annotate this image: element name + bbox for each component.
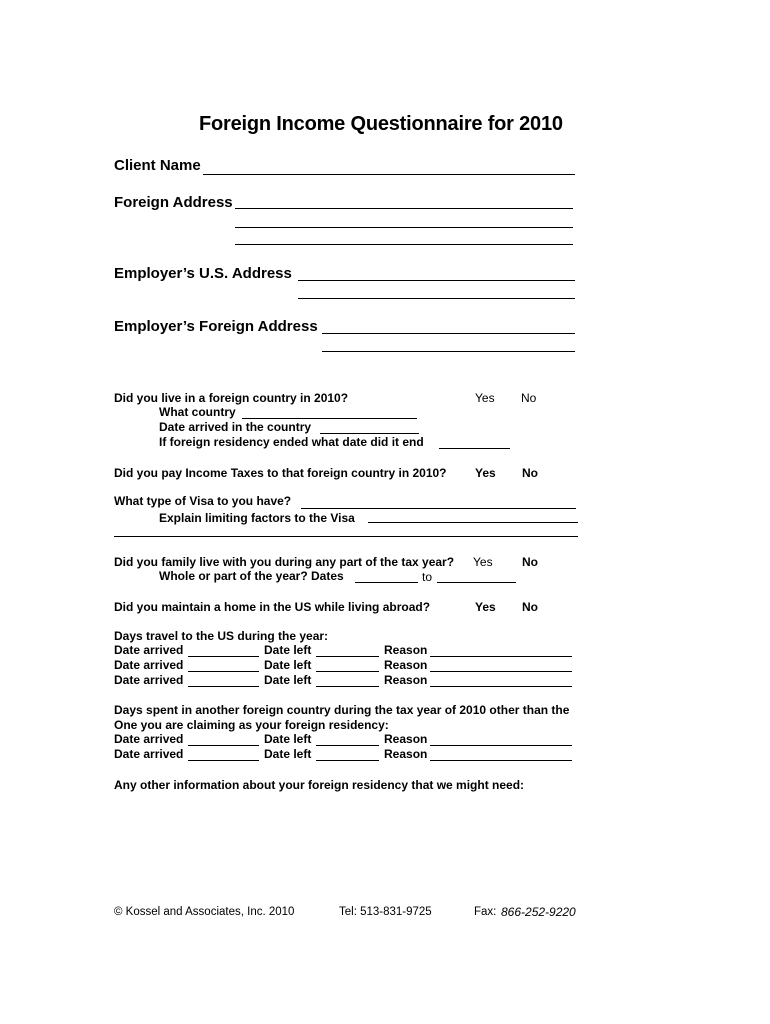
employer-foreign-address-field-2[interactable] xyxy=(322,351,575,352)
travel-date-arrived-label: Date arrived xyxy=(114,658,184,672)
client-name-label: Client Name xyxy=(114,157,201,174)
travel-date-arrived-field[interactable] xyxy=(188,656,259,657)
page-title: Foreign Income Questionnaire for 2010 xyxy=(199,113,563,135)
employer-us-address-field-1[interactable] xyxy=(298,280,575,281)
travel-date-left-field[interactable] xyxy=(316,686,379,687)
travel-reason-label: Reason xyxy=(384,643,428,657)
q4-yes-option[interactable]: Yes xyxy=(473,555,493,569)
q2-yes-option[interactable]: Yes xyxy=(475,466,496,480)
other-date-arrived-label: Date arrived xyxy=(114,747,184,761)
other-country-heading-1: Days spent in another foreign country during the tax year of 2010 other than the xyxy=(114,703,570,717)
other-date-left-label: Date left xyxy=(264,747,312,761)
other-reason-field[interactable] xyxy=(430,745,572,746)
client-name-field[interactable] xyxy=(203,174,575,175)
visa-explain-field-1[interactable] xyxy=(368,522,578,523)
travel-date-arrived-field[interactable] xyxy=(188,671,259,672)
travel-date-left-label: Date left xyxy=(264,673,312,687)
q1-question: Did you live in a foreign country in 2010? xyxy=(114,391,349,405)
residency-ended-label: If foreign residency ended what date did it end xyxy=(159,435,424,449)
q4-question: Did you family live with you during any part of the tax year? xyxy=(114,555,455,569)
travel-heading: Days travel to the US during the year: xyxy=(114,629,329,643)
other-date-left-label: Date left xyxy=(264,732,312,746)
travel-date-left-field[interactable] xyxy=(316,656,379,657)
other-date-left-field[interactable] xyxy=(316,760,379,761)
other-country-heading-2: One you are claiming as your foreign residency: xyxy=(114,718,389,732)
travel-date-arrived-field[interactable] xyxy=(188,686,259,687)
family-date-from-field[interactable] xyxy=(355,582,418,583)
date-arrived-country-field[interactable] xyxy=(320,433,419,434)
travel-reason-field[interactable] xyxy=(430,686,572,687)
date-arrived-country-label: Date arrived in the country xyxy=(159,420,312,434)
other-date-arrived-field[interactable] xyxy=(188,760,259,761)
q5-no-option[interactable]: No xyxy=(522,600,538,614)
foreign-address-field-1[interactable] xyxy=(235,208,573,209)
what-country-label: What country xyxy=(159,405,236,419)
other-reason-label: Reason xyxy=(384,747,428,761)
visa-explain-label: Explain limiting factors to the Visa xyxy=(159,511,355,525)
travel-reason-label: Reason xyxy=(384,658,428,672)
q3-question: What type of Visa to you have? xyxy=(114,494,292,508)
travel-date-left-label: Date left xyxy=(264,643,312,657)
other-date-arrived-field[interactable] xyxy=(188,745,259,746)
other-info-label: Any other information about your foreign residency that we might need: xyxy=(114,778,525,792)
residency-ended-field[interactable] xyxy=(439,448,510,449)
travel-date-arrived-label: Date arrived xyxy=(114,673,184,687)
employer-us-address-field-2[interactable] xyxy=(298,298,575,299)
foreign-address-field-2[interactable] xyxy=(235,227,573,228)
to-label: to xyxy=(422,570,433,584)
q4-no-option[interactable]: No xyxy=(522,555,538,569)
travel-reason-field[interactable] xyxy=(430,656,572,657)
foreign-address-label: Foreign Address xyxy=(114,194,233,211)
travel-date-arrived-label: Date arrived xyxy=(114,643,184,657)
other-reason-label: Reason xyxy=(384,732,428,746)
other-date-left-field[interactable] xyxy=(316,745,379,746)
family-date-to-field[interactable] xyxy=(437,582,516,583)
other-reason-field[interactable] xyxy=(430,760,572,761)
visa-type-field[interactable] xyxy=(301,508,576,509)
footer-copyright: © Kossel and Associates, Inc. 2010 xyxy=(114,906,295,918)
visa-explain-field-2[interactable] xyxy=(114,536,578,537)
q5-question: Did you maintain a home in the US while living abroad? xyxy=(114,600,431,614)
whole-or-part-label: Whole or part of the year? Dates xyxy=(159,569,344,583)
travel-date-left-label: Date left xyxy=(264,658,312,672)
foreign-address-field-3[interactable] xyxy=(235,244,573,245)
employer-us-address-label: Employer’s U.S. Address xyxy=(114,265,292,282)
footer-fax-number: 866-252-9220 xyxy=(501,905,576,919)
other-date-arrived-label: Date arrived xyxy=(114,732,184,746)
travel-reason-field[interactable] xyxy=(430,671,572,672)
employer-foreign-address-label: Employer’s Foreign Address xyxy=(114,318,318,335)
q1-no-option[interactable]: No xyxy=(521,391,537,405)
q2-no-option[interactable]: No xyxy=(522,466,538,480)
travel-date-left-field[interactable] xyxy=(316,671,379,672)
footer-fax-label: Fax: xyxy=(474,906,497,918)
footer-tel: Tel: 513-831-9725 xyxy=(339,906,432,918)
q2-question: Did you pay Income Taxes to that foreign country in 2010? xyxy=(114,466,447,480)
q5-yes-option[interactable]: Yes xyxy=(475,600,496,614)
what-country-field[interactable] xyxy=(242,418,417,419)
employer-foreign-address-field-1[interactable] xyxy=(322,333,575,334)
q1-yes-option[interactable]: Yes xyxy=(475,391,495,405)
travel-reason-label: Reason xyxy=(384,673,428,687)
